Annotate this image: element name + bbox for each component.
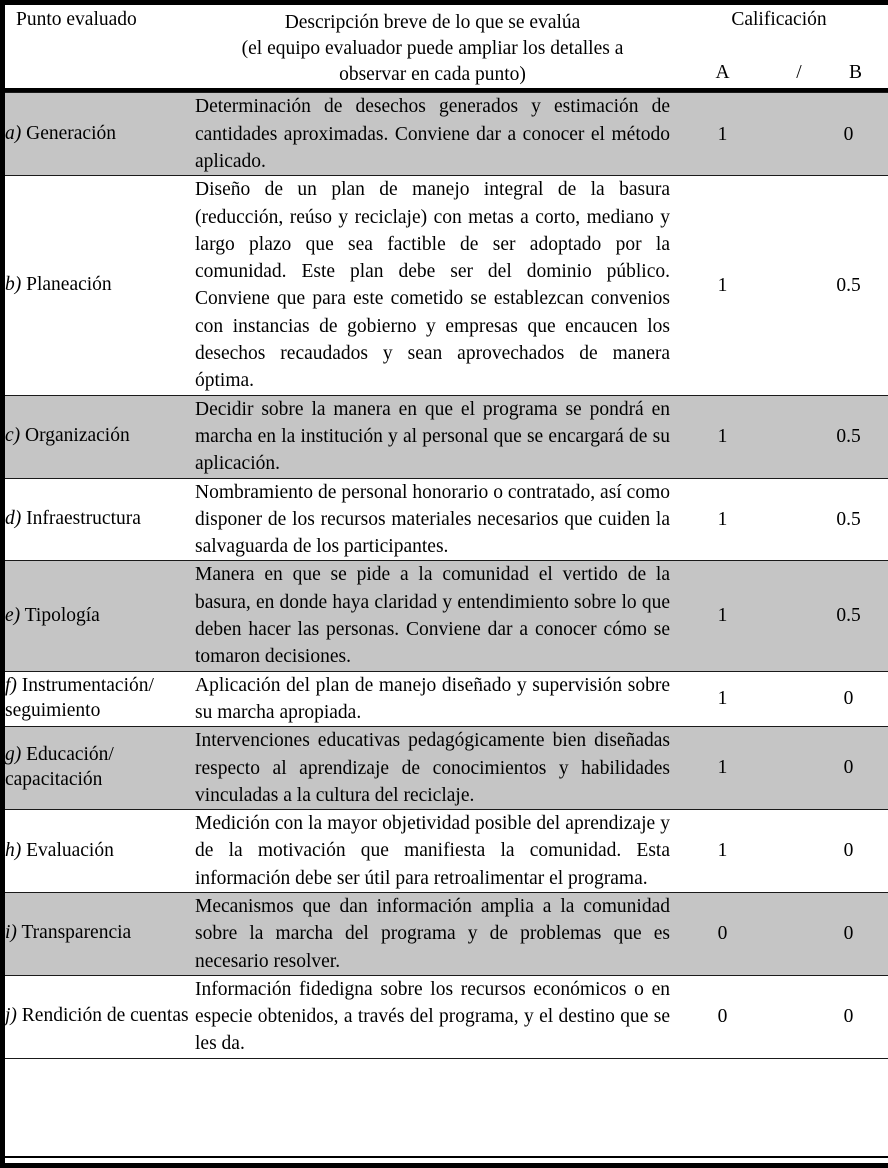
header-row xyxy=(5,5,888,46)
row-point-label xyxy=(5,395,195,478)
row-score-spacer xyxy=(775,975,823,1058)
table-row xyxy=(5,975,888,1058)
row-score-b: 0 xyxy=(823,975,888,1058)
row-point-label xyxy=(5,671,195,727)
row-point-label xyxy=(5,810,195,893)
header-descripcion xyxy=(195,5,670,88)
header-calificacion: Calificación xyxy=(670,5,888,46)
table-row xyxy=(5,93,888,176)
table-row xyxy=(5,671,888,727)
header-punto-evaluado: Punto evaluado xyxy=(5,5,195,88)
row-point-name: Rendición de cuentas xyxy=(16,1005,189,1027)
row-letter: j) xyxy=(5,1005,17,1027)
row-point-label xyxy=(5,478,195,561)
row-description: Intervenciones educativas pedagógicamente bien diseñadas respecto al aprendizaje de conocimientos y habilidades vinculadas a la cultura del reciclaje. xyxy=(195,727,670,810)
row-point-label xyxy=(5,727,195,810)
row-description: Información fidedigna sobre los recursos económicos o en especie obtenidos, a través del programa, y el destino que se les da. xyxy=(195,975,670,1058)
header-descripcion-line2: (el equipo evaluador puede ampliar los detalles a xyxy=(241,38,624,60)
table-body xyxy=(5,93,888,1058)
row-letter: a) xyxy=(5,122,22,144)
row-score-spacer xyxy=(775,176,823,395)
row-score-b: 0.5 xyxy=(823,561,888,671)
row-score-a: 1 xyxy=(670,176,775,395)
row-score-a: 0 xyxy=(670,975,775,1058)
header-descripcion-line1: Descripción breve de lo que se evalúa xyxy=(284,12,581,33)
row-letter: i) xyxy=(5,922,17,944)
row-score-b: 0 xyxy=(823,93,888,176)
row-point-name: Infraestructura xyxy=(21,508,141,529)
row-score-b: 0 xyxy=(823,727,888,810)
row-score-spacer xyxy=(775,671,823,727)
table-bottom-thick-rule xyxy=(0,1163,888,1168)
row-letter: e) xyxy=(5,604,21,626)
row-letter: h) xyxy=(5,839,22,861)
row-score-b: 0 xyxy=(823,892,888,975)
header-score-a: A xyxy=(670,46,775,89)
header-score-separator: / xyxy=(775,46,823,89)
row-score-a: 1 xyxy=(670,561,775,671)
row-score-a: 1 xyxy=(670,93,775,176)
row-point-name: Organización xyxy=(20,425,130,447)
row-letter: c) xyxy=(5,425,21,447)
row-score-spacer xyxy=(775,93,823,176)
row-score-b: 0 xyxy=(823,671,888,727)
table-row xyxy=(5,727,888,810)
row-score-a: 1 xyxy=(670,810,775,893)
row-score-b: 0.5 xyxy=(823,395,888,478)
table-row xyxy=(5,395,888,478)
row-score-b: 0 xyxy=(823,810,888,893)
table-bottom-thin-rule xyxy=(0,1156,888,1158)
row-score-spacer xyxy=(775,892,823,975)
row-point-label xyxy=(5,93,195,176)
table-row xyxy=(5,892,888,975)
row-score-a: 1 xyxy=(670,671,775,727)
row-description: Determinación de desechos generados y estimación de cantidades aproximadas. Conviene dar a conocer el método aplicado. xyxy=(195,93,670,176)
row-description: Medición con la mayor objetividad posible del aprendizaje y de la motivación que manifiesta la comunidad. Esta información debe ser útil para retroalimentar el programa. xyxy=(195,810,670,893)
row-letter: g) xyxy=(5,744,22,766)
row-point-label xyxy=(5,975,195,1058)
row-score-a: 1 xyxy=(670,727,775,810)
row-letter: b) xyxy=(5,273,22,295)
header-descripcion-line3: observar en cada punto) xyxy=(339,64,526,86)
row-score-spacer xyxy=(775,395,823,478)
row-letter: d) xyxy=(5,508,22,529)
row-score-a: 1 xyxy=(670,478,775,561)
row-description: Mecanismos que dan información amplia a la comunidad sobre la marcha del programa y de problemas que es necesario resolver. xyxy=(195,892,670,975)
row-score-spacer xyxy=(775,561,823,671)
row-score-spacer xyxy=(775,810,823,893)
row-point-label xyxy=(5,892,195,975)
row-point-label xyxy=(5,561,195,671)
row-point-name: Transparencia xyxy=(16,922,132,944)
row-point-name: Educación/ capacitación xyxy=(5,744,114,791)
row-point-name: Instrumentación/ seguimiento xyxy=(5,674,154,721)
table-header xyxy=(5,5,888,93)
row-score-a: 1 xyxy=(670,395,775,478)
row-description: Decidir sobre la manera en que el programa se pondrá en marcha en la institución y al personal que se encargará de su aplicación. xyxy=(195,395,670,478)
table-row xyxy=(5,176,888,395)
table-row xyxy=(5,810,888,893)
row-point-name: Tipología xyxy=(20,604,100,626)
row-point-name: Generación xyxy=(21,122,116,144)
evaluation-table xyxy=(5,5,888,1059)
row-point-name: Evaluación xyxy=(21,839,114,861)
table-row xyxy=(5,478,888,561)
row-score-a: 0 xyxy=(670,892,775,975)
row-description: Diseño de un plan de manejo integral de la basura (reducción, reúso y reciclaje) con metas a corto, mediano y largo plazo que sea factible de ser adoptado por la comunidad. Este plan debe ser del dominio público. Conviene que para este cometido se establezcan convenios con instancias de gobierno y empresas que encaucen los desechos recaudados y sean aprovechados de manera óptima. xyxy=(195,176,670,395)
row-score-spacer xyxy=(775,478,823,561)
table-row xyxy=(5,561,888,671)
row-point-label xyxy=(5,176,195,395)
row-score-b: 0.5 xyxy=(823,176,888,395)
row-score-spacer xyxy=(775,727,823,810)
row-description: Nombramiento de personal honorario o contratado, así como disponer de los recursos materiales necesarios que cuiden la salvaguarda de los participantes. xyxy=(195,478,670,561)
header-score-b: B xyxy=(823,46,888,89)
row-point-name: Planeación xyxy=(21,273,112,295)
row-description: Manera en que se pide a la comunidad el vertido de la basura, en donde haya claridad y entendimiento sobre lo que deben hacer las personas. Conviene dar a conocer cómo se tomaron decisiones. xyxy=(195,561,670,671)
row-score-b: 0.5 xyxy=(823,478,888,561)
row-letter: f) xyxy=(5,674,17,696)
row-description: Aplicación del plan de manejo diseñado y supervisión sobre su marcha apropiada. xyxy=(195,671,670,727)
